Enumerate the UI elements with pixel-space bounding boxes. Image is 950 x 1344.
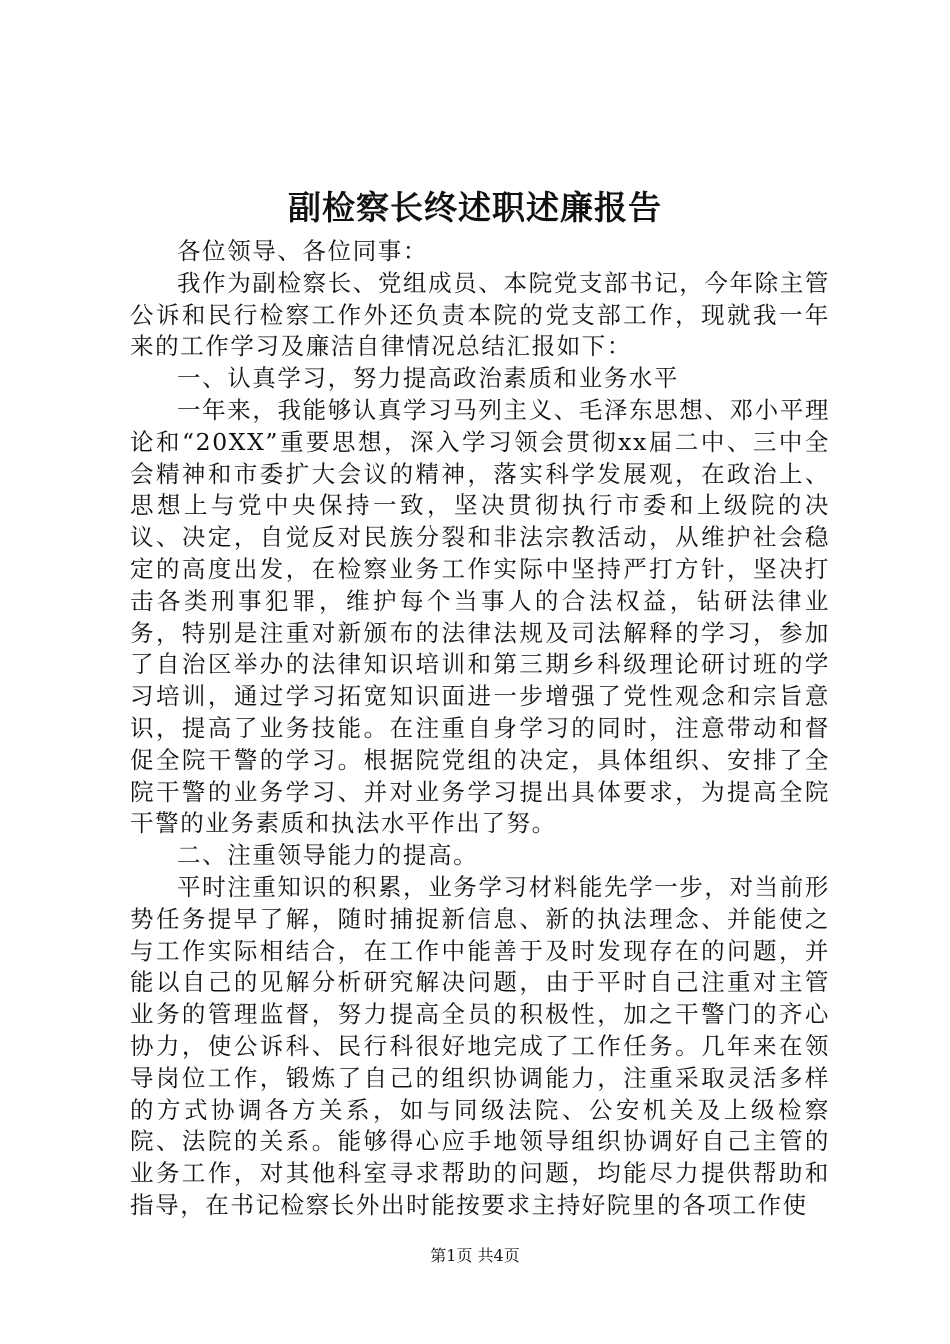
body-paragraph-1: 一年来，我能够认真学习马列主义、毛泽东思想、邓小平理论和“20XX”重要思想，深入学习领会贯彻xx届二中、三中全会精神和市委扩大会议的精神，落实科学发展观，在政治上、思想上与党中央保持一致，坚决贯彻执行市委和上级院的决议、决定，自觉反对民族分裂和非法宗教活动，从维护社会稳定的高度出发，在检察业务工作实际中坚持严打方针，坚决打击各类刑事犯罪，维护每个当事人的合法权益，钻研法律业务，特别是注重对新颁布的法律法规及司法解释的学习，参加了自治区举办的法律知识培训和第三期乡科级理论研讨班的学习培训，通过学习拓宽知识面进一步增强了党性观念和宗旨意识，提高了业务技能。在注重自身学习的同时，注意带动和督促全院干警的学习。根据院党组的决定，具体组织、安排了全院干警的业务学习、并对业务学习提出具体要求，为提高全院干警的业务素质和执法水平作出了努。 (130, 395, 830, 838)
page-number-footer: 第1页 共4页 (430, 1246, 520, 1265)
intro-paragraph: 我作为副检察长、党组成员、本院党支部书记，今年除主管公诉和民行检察工作外还负责本院的党支部工作，现就我一年来的工作学习及廉洁自律情况总结汇报如下： (130, 268, 830, 361)
section-heading-2: 二、注重领导能力的提高。 (177, 841, 479, 870)
body-paragraph-2: 平时注重知识的积累，业务学习材料能先学一步，对当前形势任务提早了解，随时捕捉新信息、新的执法理念、并能使之与工作实际相结合，在工作中能善于及时发现存在的问题，并能以自己的见解分析研究解决问题，由于平时自己注重对主管业务的管理监督，努力提高全员的积极性，加之干警门的齐心协力，使公诉科、民行科很好地完成了工作任务。几年来在领导岗位工作，锻炼了自己的组织协调能力，注重采取灵活多样的方式协调各方关系，如与同级法院、公安机关及上级检察院、法院的关系。能够得心应手地领导组织协调好自己主管的业务工作，对其他科室寻求帮助的问题，均能尽力提供帮助和指导，在书记检察长外出时能按要求主持好院里的各项工作使 (130, 872, 830, 1219)
document-body (130, 236, 830, 1222)
salutation: 各位领导、各位同事： (177, 237, 428, 265)
document-title: 副检察长终述职述廉报告 (288, 188, 662, 227)
section-heading-1: 一、认真学习，努力提高政治素质和业务水平 (177, 364, 679, 393)
